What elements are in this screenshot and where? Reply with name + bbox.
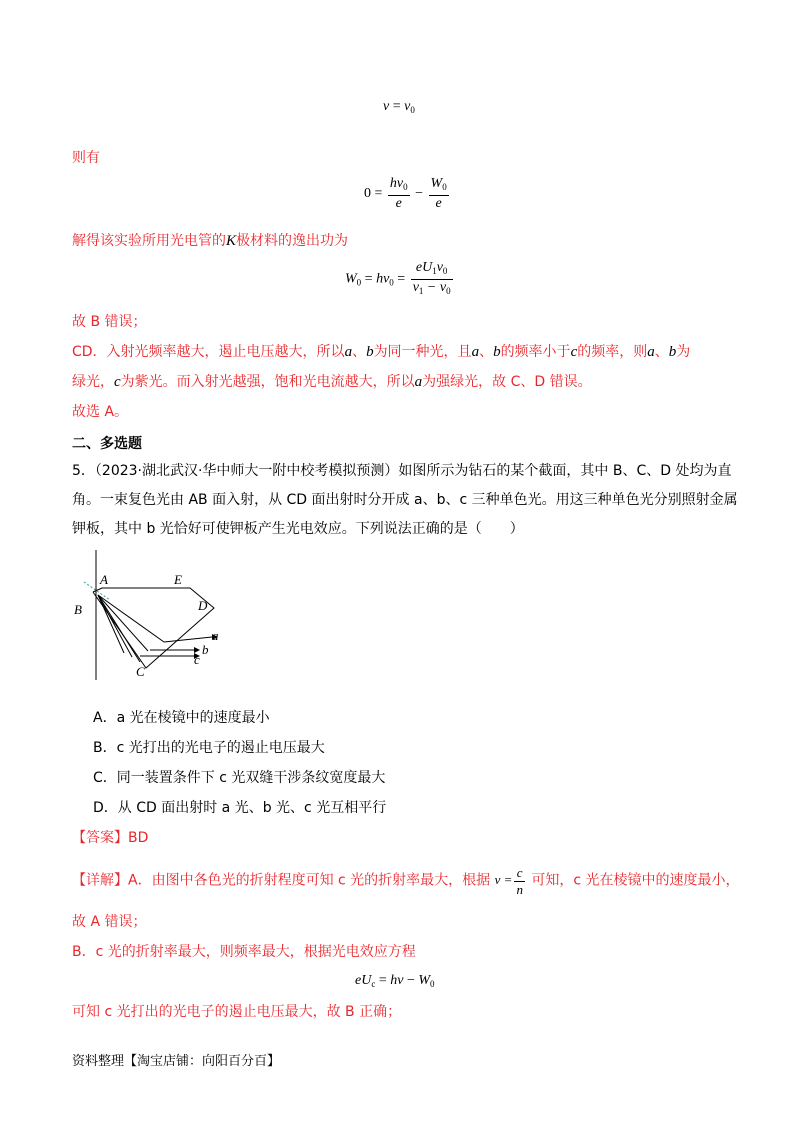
text-zeyou: 则有 [72, 150, 100, 166]
equation-work-function: $W_0 = h\nu_0$ = $\frac{eU_1\nu_0}{\nu_1 - \nu_0}$ [345, 260, 451, 296]
label-E: E [174, 572, 182, 587]
text-gu-b-wrong: 故 B 错误； [72, 314, 147, 330]
text-cd-line2: 绿光，c为紫光。而入射光越强，饱和光电流越大，所以a为强绿光，故 C、D 错误。 [72, 374, 592, 390]
label-D: D [198, 598, 208, 613]
equation-zero-work: 0 = $\frac{h\nu_0}{e}$ − $\frac{W_0}{e}$ [364, 176, 447, 211]
label-A: A [100, 572, 108, 587]
label-c: c [194, 652, 200, 667]
detail-line2: 故 A 错误； [72, 914, 147, 930]
detail-line4: 可知 c 光打出的光电子的遏止电压最大，故 B 正确； [72, 1004, 402, 1020]
footer-source: 资料整理【淘宝店铺：向阳百分百】 [72, 1054, 281, 1069]
ray-inner-3 [98, 595, 140, 662]
option-b: B．c 光打出的光电子的遏止电压最大 [93, 740, 325, 756]
text-cd-line1: CD．入射光频率越大，遏止电压越大，所以a、b为同一种光，且a、b的频率小于c的频率，则a、b为 [72, 344, 691, 360]
detail-line1: 【详解】A．由图中各色光的折射程度可知 c 光的折射率最大，根据 v = $\frac{c}{n}$ 可知，c 光在棱镜中的速度最小， [72, 865, 740, 897]
text-jiede: 解得该实验所用光电管的K极材料的逸出功为 [72, 233, 349, 249]
label-B: B [74, 602, 82, 617]
equation-photoelectric: $eU_c = h\nu - W_0$ [355, 973, 435, 989]
diamond-figure [72, 544, 232, 680]
detail-line3: B．c 光的折射率最大，则频率最大，根据光电效应方程 [72, 944, 416, 960]
label-b: b [202, 642, 209, 657]
option-a: A．a 光在棱镜中的速度最小 [93, 710, 270, 726]
section-title: 二、多选题 [72, 436, 142, 452]
label-a: a [212, 628, 219, 643]
question-5-line2: 角。一束复色光由 AB 面入射，从 CD 面出射时分开成 a、b、c 三种单色光。用这三种单色光分别照射金属 [72, 492, 738, 508]
option-c: C．同一装置条件下 c 光双缝干涉条纹宽度最大 [93, 770, 386, 786]
ray-inner-2 [98, 595, 132, 657]
ray-inner-5 [98, 595, 148, 651]
ray-inner-4 [98, 595, 164, 642]
equation-nu-equals-nu0: $\nu = \nu_0$ [383, 99, 415, 115]
question-5-line3: 钾板，其中 b 光恰好可使钾板产生光电效应。下列说法正确的是（ ） [72, 521, 524, 537]
option-d: D．从 CD 面出射时 a 光、b 光、c 光互相平行 [93, 800, 387, 816]
label-C: C [136, 664, 145, 679]
text-gu-xuan-a: 故选 A。 [72, 404, 129, 420]
question-5-line1: 5．（2023·湖北武汉·华中师大一附中校考模拟预测）如图所示为钻石的某个截面，其中 B、C、D 处均为直 [72, 463, 732, 479]
answer: 【答案】BD [72, 830, 149, 846]
